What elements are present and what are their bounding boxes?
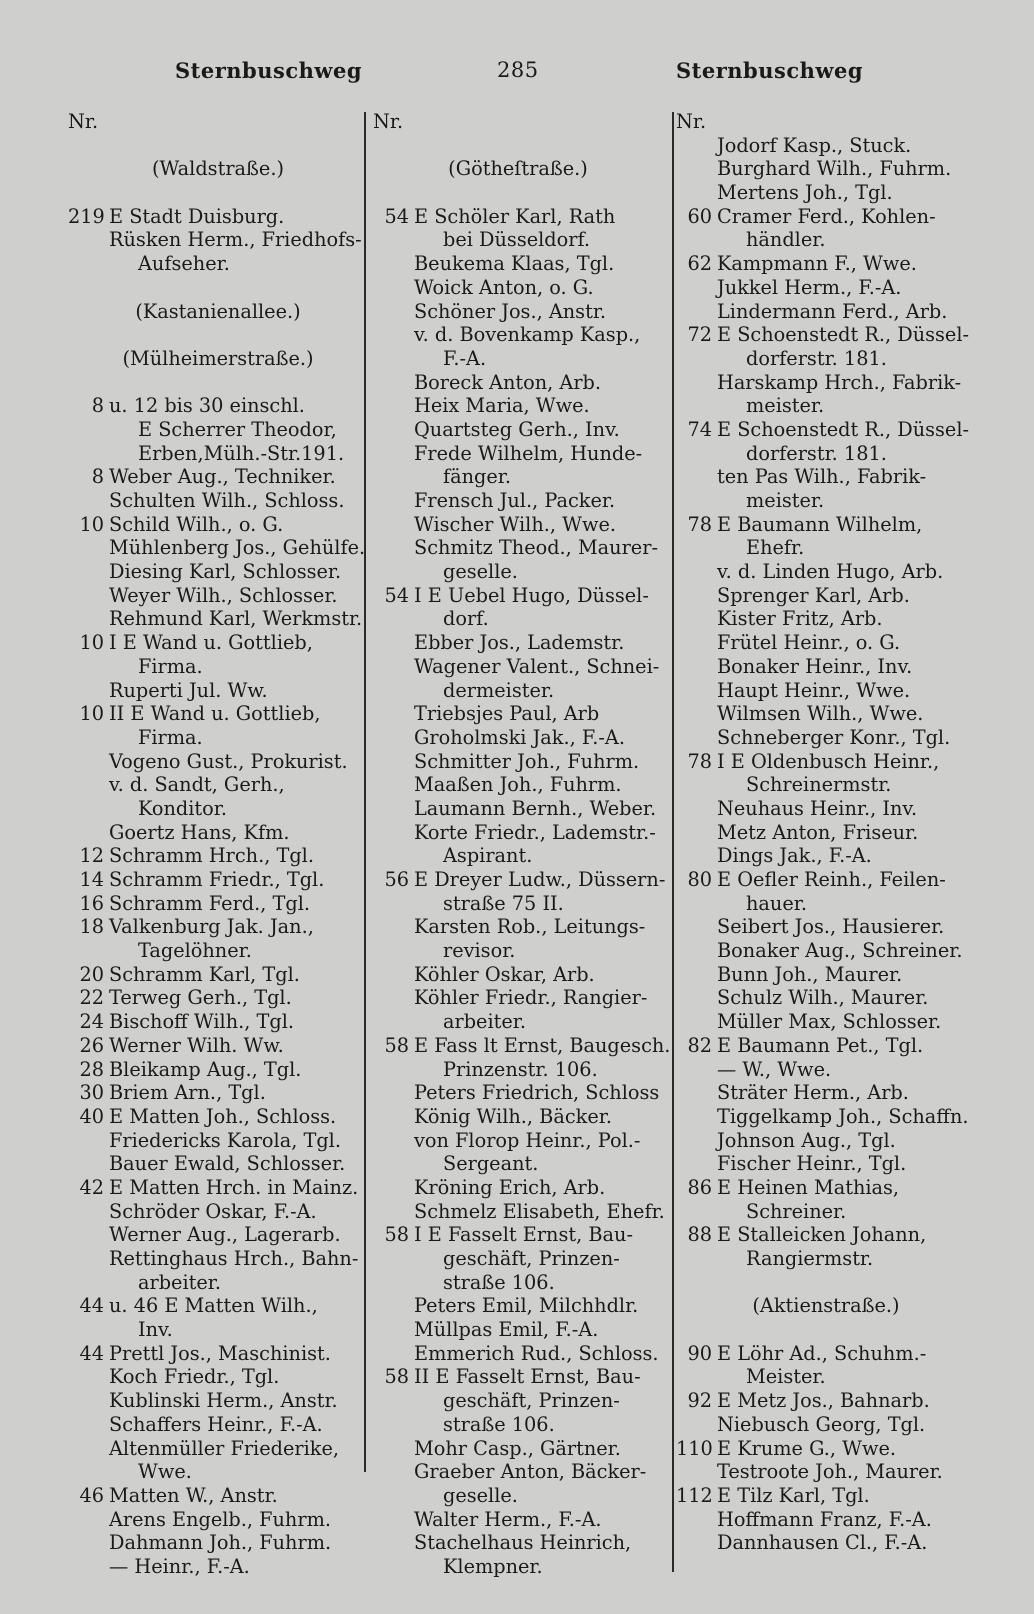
entry-continuation: Firma. — [138, 654, 203, 678]
house-entry — [68, 915, 368, 939]
resident-entry: Friedericks Karola, Tgl. — [109, 1128, 341, 1152]
house-number: 90 — [687, 1341, 712, 1365]
house-number: 82 — [687, 1033, 712, 1057]
column-header: Nr. — [676, 110, 707, 133]
entry-text: E Dreyer Ludw., Düssern- — [414, 868, 666, 891]
spacer — [373, 134, 663, 158]
entry-continuation: arbeiter. — [138, 1270, 222, 1294]
column-header: Nr. — [373, 110, 404, 133]
entry-text: Prettl Jos., Maschinist. — [109, 1341, 331, 1365]
house-entry — [68, 868, 368, 892]
resident-entry: Schneberger Konr., Tgl. — [717, 725, 951, 749]
house-entry — [676, 1223, 976, 1247]
resident-entry: Koch Friedr., Tgl. — [109, 1365, 280, 1389]
entry-text: E Fass lt Ernst, Baugesch. — [414, 1033, 671, 1057]
street-heading: (Mülheimerstraße.) — [122, 346, 314, 370]
entry-text: Schild Wilh., o. G. — [109, 512, 284, 536]
resident-entry: Triebsjes Paul, Arb — [414, 702, 600, 726]
resident-entry: Testroote Joh., Maurer. — [717, 1460, 943, 1484]
column-divider-2 — [672, 112, 674, 1572]
house-number: 42 — [79, 1175, 104, 1199]
house-entry — [68, 963, 368, 987]
house-entry — [68, 1484, 368, 1508]
house-number: 92 — [687, 1389, 712, 1413]
resident-entry: Müller Max, Schlosser. — [717, 1010, 942, 1034]
resident-entry: Schöner Jos., Anstr. — [414, 299, 607, 323]
street-heading: (Götheſtraße.) — [448, 157, 588, 181]
resident-entry: Emmerich Rud., Schloss. — [414, 1341, 659, 1365]
resident-entry: Goertz Hans, Kfm. — [109, 820, 290, 844]
resident-entry: Schröder Oskar, F.-A. — [109, 1199, 317, 1223]
entry-text: Valkenburg Jak. Jan., — [109, 915, 314, 939]
entry-continuation: Konditor. — [138, 796, 228, 820]
house-entry — [676, 252, 976, 276]
house-number: 44 — [79, 1294, 104, 1318]
entry-text: E Tilz Karl, Tgl. — [717, 1483, 870, 1507]
resident-entry: Rehmund Karl, Werkmstr. — [109, 607, 363, 631]
resident-entry: Frütel Heinr., o. G. — [717, 631, 901, 655]
entry-text: I E Fasselt Ernst, Bau- — [414, 1223, 633, 1247]
house-number: 56 — [384, 868, 409, 891]
entry-text: Terweg Gerh., Tgl. — [109, 986, 292, 1010]
resident-entry: König Wilh., Bäcker. — [414, 1104, 612, 1128]
house-number: 44 — [79, 1341, 104, 1365]
house-entry — [676, 1342, 976, 1366]
house-entry — [373, 205, 663, 229]
resident-entry: Schulten Wilh., Schloss. — [109, 489, 345, 512]
resident-entry: Müllpas Emil, F.-A. — [414, 1318, 599, 1342]
house-entry — [676, 1034, 976, 1058]
entry-continuation: meister. — [746, 489, 825, 512]
resident-entry: Frede Wilhelm, Hunde- — [414, 441, 643, 465]
spacer — [68, 181, 368, 205]
entry-text: E Löhr Ad., Schuhm.- — [717, 1341, 927, 1365]
house-entry — [68, 631, 368, 655]
entry-continuation: Aspirant. — [443, 844, 533, 868]
spacer — [68, 134, 368, 158]
house-number: 20 — [79, 962, 104, 986]
house-entry — [373, 584, 663, 608]
house-number: 46 — [79, 1483, 104, 1507]
house-number: 12 — [79, 844, 104, 868]
entry-text: E Metz Jos., Bahnarb. — [717, 1389, 930, 1413]
house-entry — [68, 986, 368, 1010]
house-entry — [68, 1176, 368, 1200]
house-entry — [68, 1105, 368, 1129]
resident-entry: Mohr Casp., Gärtner. — [414, 1436, 621, 1460]
resident-entry: Quartsteg Gerh., Inv. — [414, 417, 620, 441]
resident-entry: Neuhaus Heinr., Inv. — [717, 796, 918, 820]
resident-entry: Dings Jak., F.-A. — [717, 844, 872, 868]
resident-entry: Harskamp Hrch., Fabrik- — [717, 370, 962, 394]
house-entry — [676, 1176, 976, 1200]
entry-continuation: revisor. — [443, 939, 516, 963]
resident-entry: Schaffers Heinr., F.-A. — [109, 1412, 323, 1436]
resident-entry: Groholmski Jak., F.-A. — [414, 725, 625, 749]
resident-entry: Beukema Klaas, Tgl. — [414, 252, 615, 276]
entry-continuation: F.-A. — [443, 346, 487, 370]
spacer — [676, 1318, 976, 1342]
house-entry — [68, 1294, 368, 1318]
entry-continuation: Meister. — [746, 1365, 826, 1389]
house-number: 30 — [79, 1081, 104, 1105]
entry-continuation: geselle. — [443, 560, 518, 584]
house-number: 54 — [384, 583, 409, 607]
entry-text: E Krume G., Wwe. — [717, 1436, 897, 1460]
house-entry — [373, 868, 666, 892]
house-entry — [68, 205, 368, 229]
house-number: 58 — [384, 1365, 409, 1389]
street-heading: (Waldstraße.) — [152, 157, 284, 181]
entry-text: E Schoenstedt R., Düssel- — [717, 323, 970, 347]
house-number: 78 — [687, 512, 712, 536]
entry-text: I E Uebel Hugo, Düssel- — [414, 583, 649, 607]
entry-continuation: arbeiter. — [443, 1010, 527, 1034]
resident-entry: Rüsken Herm., Friedhofs- — [109, 228, 362, 252]
house-number: 40 — [79, 1104, 104, 1128]
entry-continuation: Inv. — [138, 1318, 173, 1342]
entry-continuation: Klempner. — [443, 1554, 543, 1578]
entry-text: Cramer Ferd., Kohlen- — [717, 204, 936, 228]
entry-continuation: geselle. — [443, 1483, 518, 1507]
resident-entry: Weyer Wilh., Schlosser. — [109, 583, 338, 607]
resident-entry: Korte Friedr., Lademstr.- — [414, 820, 656, 844]
page-number: 285 — [497, 58, 539, 82]
resident-entry: Laumann Bernh., Weber. — [414, 796, 657, 820]
entry-continuation: dorferstr. 181. — [746, 346, 887, 370]
entry-continuation: Prinzenstr. 106. — [443, 1057, 598, 1081]
house-number: 78 — [687, 749, 712, 773]
resident-entry: Peters Emil, Milchhdlr. — [414, 1294, 639, 1318]
entry-text: Briem Arn., Tgl. — [109, 1081, 266, 1105]
entry-text: E Schöler Karl, Rath — [414, 204, 616, 228]
entry-continuation: geschäft, Prinzen- — [443, 1247, 620, 1270]
house-number: 112 — [676, 1483, 713, 1507]
entry-text: Weber Aug., Techniker. — [109, 465, 336, 489]
resident-entry: Dannhausen Cl., F.-A. — [717, 1531, 928, 1555]
resident-entry: v. d. Sandt, Gerh., — [109, 773, 285, 797]
entry-text: E Stalleicken Johann, — [717, 1223, 927, 1247]
entry-continuation: bei Düsseldorf. — [443, 228, 591, 252]
resident-entry: Boreck Anton, Arb. — [414, 370, 602, 394]
house-entry — [676, 323, 976, 347]
entry-text: Matten W., Anstr. — [109, 1483, 278, 1507]
house-number: 219 — [68, 204, 105, 228]
spacer — [68, 323, 368, 347]
street-heading: (Aktienstraße.) — [752, 1294, 900, 1318]
resident-entry: Jukkel Herm., F.-A. — [717, 275, 902, 299]
resident-entry: Metz Anton, Friseur. — [717, 820, 919, 844]
entry-continuation: Tagelöhner. — [138, 939, 252, 963]
entry-text: Bleikamp Aug., Tgl. — [109, 1057, 302, 1081]
running-head-left: Sternbuschweg — [175, 58, 363, 83]
resident-entry: Burghard Wilh., Fuhrm. — [717, 157, 952, 181]
resident-entry: Arens Engelb., Fuhrm. — [109, 1507, 331, 1531]
house-number: 8 — [91, 465, 104, 489]
entry-text: E Baumann Wilhelm, — [717, 512, 923, 536]
entry-continuation: dorf. — [443, 607, 489, 631]
house-number: 88 — [687, 1223, 712, 1247]
resident-entry: von Florop Heinr., Pol.- — [414, 1128, 641, 1152]
entry-text: u. 12 bis 30 einschl. — [109, 394, 305, 418]
resident-entry: Kister Fritz, Arb. — [717, 607, 883, 631]
house-entry — [676, 513, 976, 537]
house-entry — [676, 205, 976, 229]
resident-entry: Fischer Heinr., Tgl. — [717, 1152, 907, 1176]
house-number: 62 — [687, 252, 712, 276]
entry-continuation: Sergeant. — [443, 1152, 539, 1176]
resident-entry: Hoffmann Franz, F.-A. — [717, 1507, 932, 1531]
entry-text: I E Oldenbusch Heinr., — [717, 749, 940, 773]
entry-continuation: händler. — [746, 228, 826, 252]
entry-text: Schramm Hrch., Tgl. — [109, 844, 314, 868]
resident-entry: Johnson Aug., Tgl. — [717, 1128, 896, 1152]
resident-entry: Sprenger Karl, Arb. — [717, 583, 910, 607]
house-number: 18 — [79, 915, 104, 939]
resident-entry: Bonaker Aug., Schreiner. — [717, 939, 963, 963]
spacer — [68, 371, 368, 395]
entry-continuation: dorferstr. 181. — [746, 441, 887, 465]
resident-entry: Mertens Joh., Tgl. — [717, 181, 893, 205]
house-number: 24 — [79, 1010, 104, 1034]
entry-continuation: Aufseher. — [138, 252, 230, 276]
house-entry — [68, 1081, 368, 1105]
house-entry — [676, 1437, 976, 1461]
entry-continuation: geschäft, Prinzen- — [443, 1389, 620, 1413]
running-head-right: Sternbuschweg — [676, 58, 864, 83]
house-entry — [373, 1033, 671, 1058]
resident-entry: Frensch Jul., Packer. — [414, 489, 616, 512]
resident-entry: Sträter Herm., Arb. — [717, 1081, 909, 1105]
house-number: 80 — [687, 868, 712, 891]
entry-text: E Matten Joh., Schloss. — [109, 1104, 337, 1128]
house-number: 28 — [79, 1057, 104, 1081]
house-entry — [373, 1365, 663, 1389]
house-number: 8 — [91, 394, 104, 418]
house-number: 110 — [676, 1436, 713, 1460]
resident-entry: Ruperti Jul. Ww. — [109, 678, 268, 702]
resident-entry: Heix Maria, Wwe. — [414, 394, 590, 418]
entry-text: E Stadt Duisburg. — [109, 204, 285, 228]
entry-continuation: fänger. — [443, 465, 512, 489]
resident-entry: Peters Friedrich, Schloss — [414, 1081, 660, 1105]
resident-entry: Werner Aug., Lagerarb. — [109, 1223, 341, 1247]
entry-text: I E Wand u. Gottlieb, — [109, 631, 313, 655]
resident-entry: — Heinr., F.-A. — [109, 1554, 250, 1578]
house-entry — [68, 892, 368, 916]
resident-entry: Diesing Karl, Schlosser. — [109, 560, 342, 584]
house-number: 72 — [687, 323, 712, 347]
resident-entry: ten Pas Wilh., Fabrik- — [717, 465, 927, 489]
entry-text: Werner Wilh. Ww. — [109, 1033, 284, 1057]
house-entry — [68, 394, 368, 418]
entry-text: Schramm Friedr., Tgl. — [109, 868, 325, 891]
resident-entry: Mühlenberg Jos., Gehülfe. — [109, 536, 366, 560]
house-number: 16 — [79, 891, 104, 915]
house-entry — [68, 1058, 368, 1082]
resident-entry: Walter Herm., F.-A. — [414, 1507, 602, 1531]
resident-entry: Niebusch Georg, Tgl. — [717, 1412, 926, 1436]
entry-text: II E Wand u. Gottlieb, — [109, 702, 321, 726]
house-entry — [676, 418, 976, 442]
house-entry — [68, 702, 368, 726]
resident-entry: Wilmsen Wilh., Wwe. — [717, 702, 924, 726]
house-entry — [676, 750, 976, 774]
entry-continuation: Firma. — [138, 725, 203, 749]
entry-text: Schramm Ferd., Tgl. — [109, 891, 311, 915]
entry-continuation: Schreiner. — [746, 1199, 847, 1223]
column-header: Nr. — [68, 110, 99, 133]
house-entry — [68, 1342, 368, 1366]
house-number: 10 — [79, 702, 104, 726]
entry-continuation: hauer. — [746, 891, 807, 915]
entry-continuation: straße 106. — [443, 1270, 555, 1294]
resident-entry: Haupt Heinr., Wwe. — [717, 678, 911, 702]
entry-text: E Schoenstedt R., Düssel- — [717, 417, 970, 441]
house-entry — [676, 868, 976, 892]
resident-entry: v. d. Bovenkamp Kasp., — [414, 323, 641, 347]
house-entry — [68, 465, 368, 489]
entry-text: E Baumann Pet., Tgl. — [717, 1033, 924, 1057]
resident-entry: Schmitter Joh., Fuhrm. — [414, 749, 640, 773]
column-1 — [68, 110, 368, 1579]
house-entry — [68, 844, 368, 868]
resident-entry: Graeber Anton, Bäcker- — [414, 1460, 647, 1484]
entry-continuation: straße 75 II. — [443, 891, 564, 915]
resident-entry: Lindermann Ferd., Arb. — [717, 299, 948, 323]
resident-entry: Karsten Rob., Leitungs- — [414, 915, 646, 939]
house-number: 60 — [687, 204, 712, 228]
house-entry — [68, 513, 368, 537]
resident-entry: Köhler Oskar, Arb. — [414, 962, 595, 986]
column-3 — [676, 110, 976, 1555]
entry-continuation: dermeister. — [443, 678, 555, 702]
resident-entry: Ebber Jos., Lademstr. — [414, 631, 625, 655]
house-number: 74 — [687, 417, 712, 441]
entry-continuation: Erben,Mülh.-Str.191. — [138, 441, 345, 465]
resident-entry: Stachelhaus Heinrich, — [414, 1531, 632, 1555]
entry-continuation: E Scherrer Theodor, — [138, 417, 337, 441]
resident-entry: Maaßen Joh., Fuhrm. — [414, 773, 622, 797]
house-number: 58 — [384, 1223, 409, 1247]
house-entry — [68, 1034, 368, 1058]
resident-entry: Schulz Wilh., Maurer. — [717, 986, 929, 1010]
spacer — [676, 1271, 976, 1295]
house-number: 22 — [79, 986, 104, 1010]
house-number: 58 — [384, 1033, 409, 1057]
resident-entry: Seibert Jos., Hausierer. — [717, 915, 945, 939]
resident-entry: Altenmüller Friederike, — [109, 1436, 339, 1460]
entry-continuation: Schreinermstr. — [746, 773, 892, 797]
resident-entry: Jodorf Kasp., Stuck. — [717, 133, 912, 157]
resident-entry: Schmelz Elisabeth, Ehefr. — [414, 1199, 665, 1223]
resident-entry: Bauer Ewald, Schlosser. — [109, 1152, 346, 1176]
house-entry — [676, 1484, 976, 1508]
spacer — [373, 181, 663, 205]
resident-entry: Woick Anton, o. G. — [414, 275, 594, 299]
entry-text: E Matten Hrch. in Mainz. — [109, 1175, 359, 1199]
entry-continuation: Wwe. — [138, 1460, 192, 1484]
column-2 — [373, 110, 671, 1579]
resident-entry: Bonaker Heinr., Inv. — [717, 654, 913, 678]
resident-entry: v. d. Linden Hugo, Arb. — [717, 560, 944, 584]
entry-text: Kampmann F., Wwe. — [717, 252, 917, 276]
house-number: 14 — [79, 868, 104, 891]
house-entry — [676, 1389, 976, 1413]
house-entry — [68, 1010, 368, 1034]
entry-continuation: Ehefr. — [746, 536, 805, 560]
house-number: 54 — [384, 204, 409, 228]
entry-text: Bischoff Wilh., Tgl. — [109, 1010, 294, 1034]
street-heading: (Kastanienallee.) — [135, 299, 301, 323]
resident-entry: Schmitz Theod., Maurer- — [414, 536, 658, 560]
resident-entry: Wagener Valent., Schnei- — [414, 654, 660, 678]
resident-entry: Köhler Friedr., Rangier- — [414, 986, 648, 1010]
resident-entry: Dahmann Joh., Fuhrm. — [109, 1531, 332, 1555]
resident-entry: Rettinghaus Hrch., Bahn- — [109, 1247, 359, 1270]
resident-entry: Tiggelkamp Joh., Schaffn. — [717, 1104, 969, 1128]
entry-continuation: straße 106. — [443, 1412, 555, 1436]
entry-text: II E Fasselt Ernst, Bau- — [414, 1365, 641, 1389]
entry-continuation: meister. — [746, 394, 825, 418]
house-number: 10 — [79, 631, 104, 655]
house-number: 10 — [79, 512, 104, 536]
entry-text: u. 46 E Matten Wilh., — [109, 1294, 318, 1318]
resident-entry: Kublinski Herm., Anstr. — [109, 1389, 338, 1413]
spacer — [68, 276, 368, 300]
resident-entry: Vogeno Gust., Prokurist. — [109, 749, 348, 773]
entry-text: E Heinen Mathias, — [717, 1175, 900, 1199]
resident-entry: Kröning Erich, Arb. — [414, 1175, 606, 1199]
entry-text: Schramm Karl, Tgl. — [109, 962, 300, 986]
house-entry — [373, 1223, 663, 1247]
house-number: 86 — [687, 1175, 712, 1199]
house-number: 26 — [79, 1033, 104, 1057]
entry-continuation: Rangiermstr. — [746, 1247, 874, 1270]
entry-text: E Oefler Reinh., Feilen- — [717, 868, 946, 891]
resident-entry: Wischer Wilh., Wwe. — [414, 512, 616, 536]
resident-entry: Bunn Joh., Maurer. — [717, 962, 903, 986]
resident-entry: — W., Wwe. — [717, 1057, 832, 1081]
